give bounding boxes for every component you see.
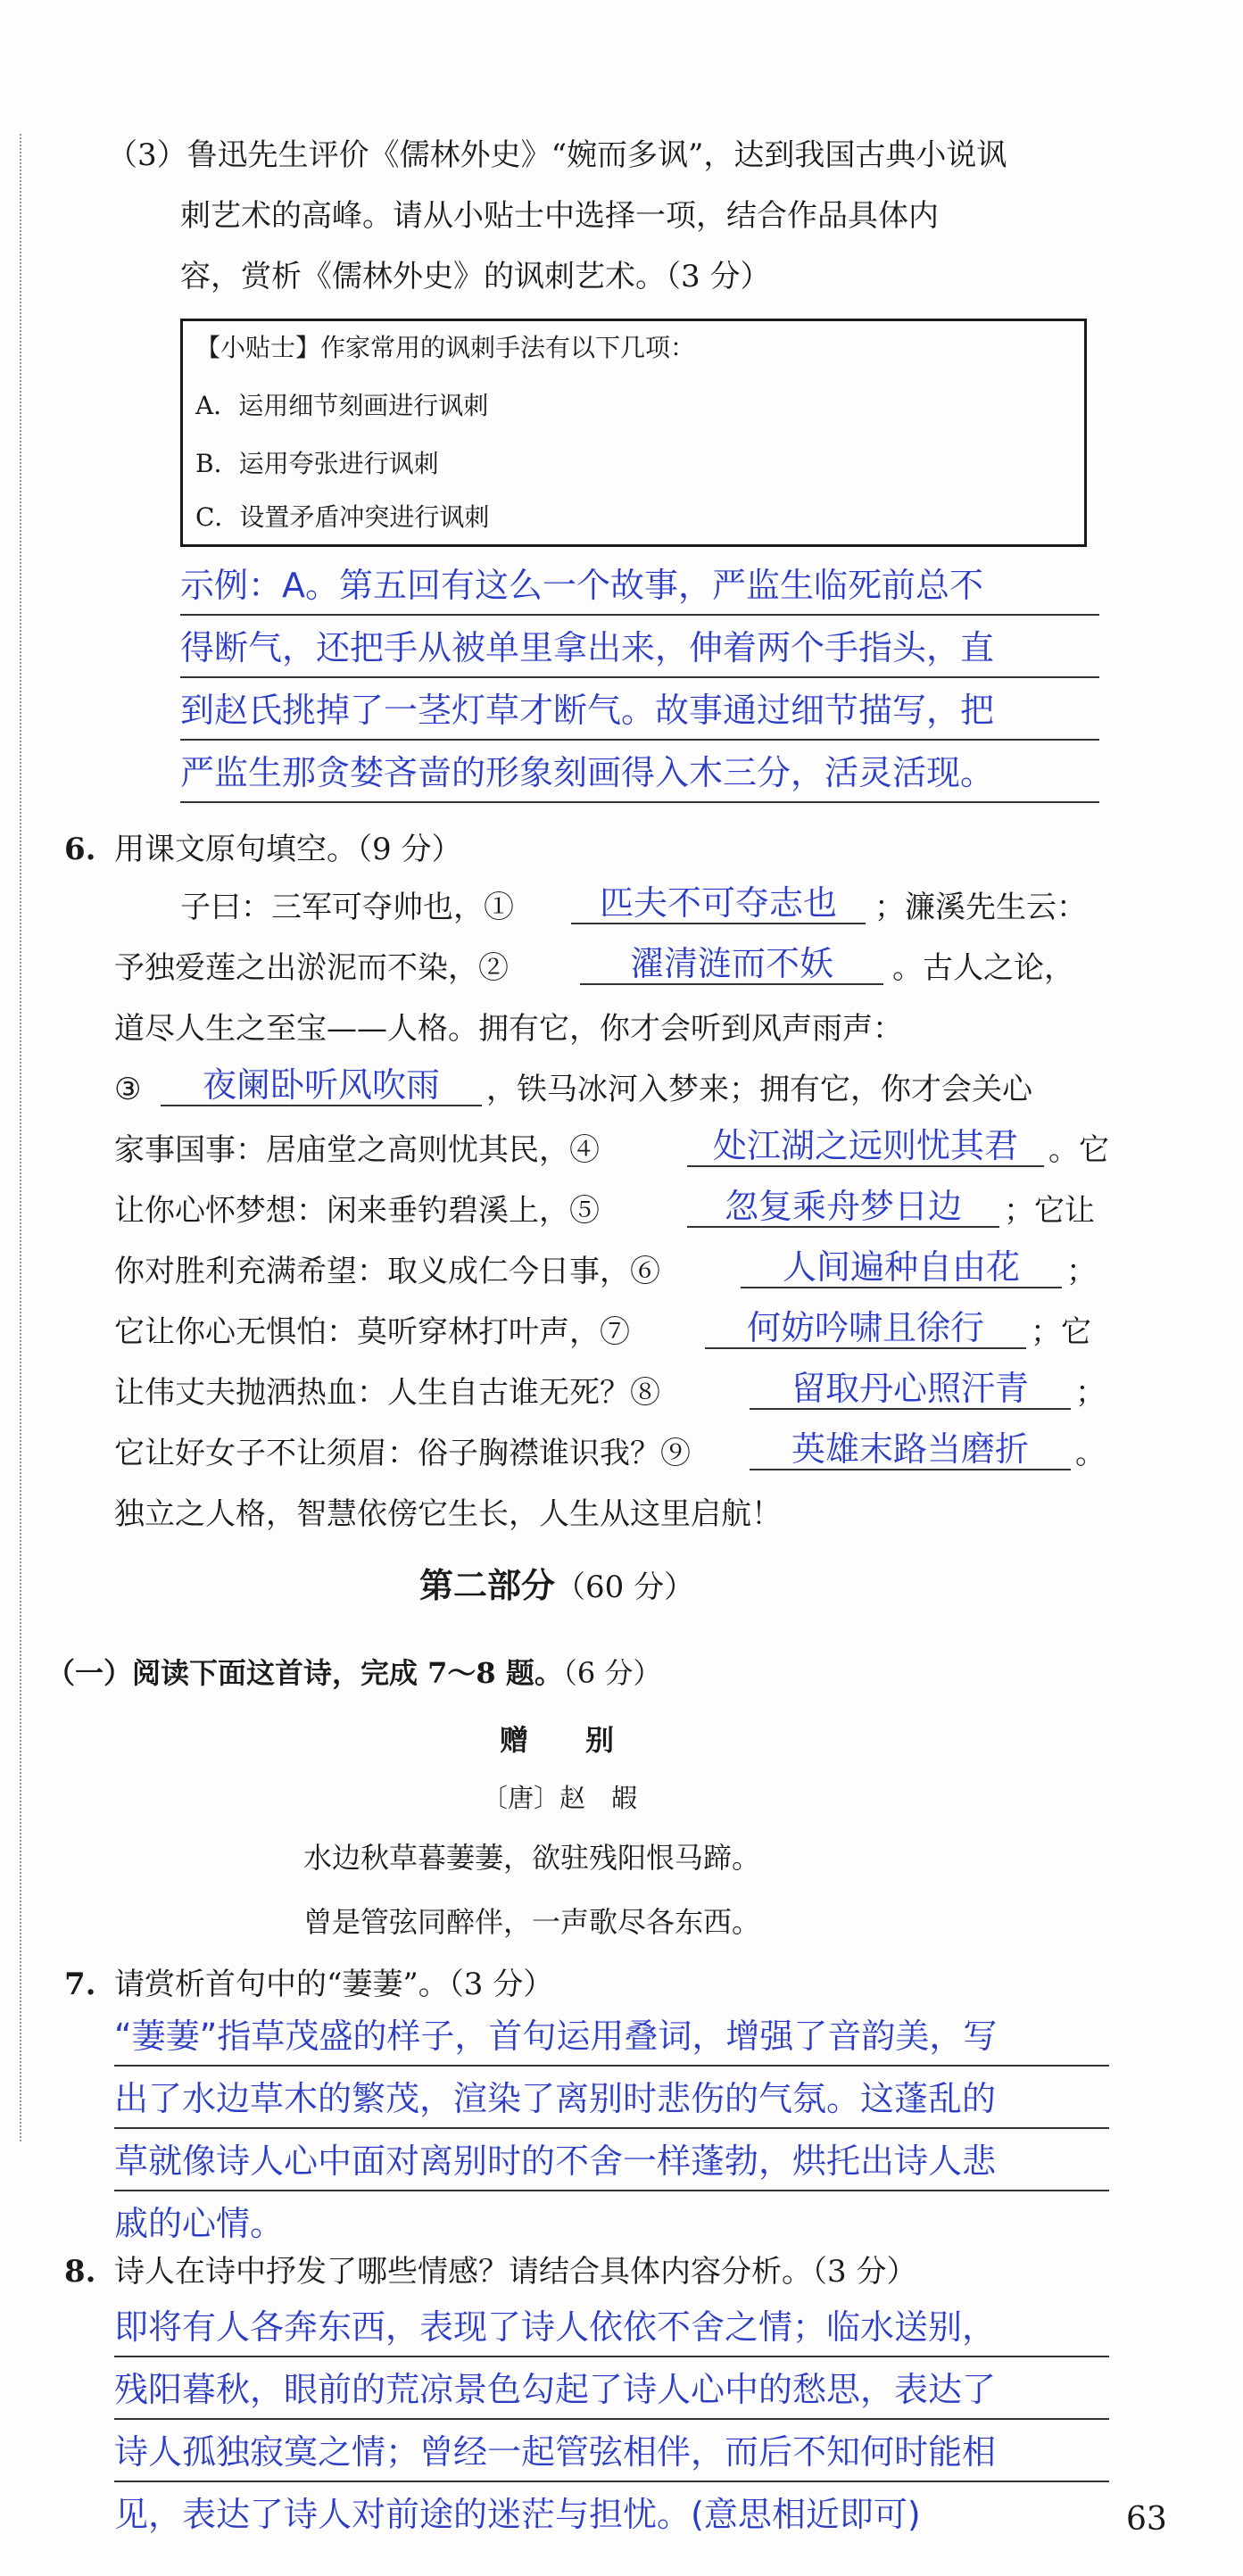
rule [180, 739, 1099, 741]
q5-3-line3: 容，赏析《儒林外史》的讽刺艺术。（3 分） [180, 259, 771, 294]
q5-3-answer-line: 得断气，还把手从被单里拿出来，伸着两个手指头，直 [180, 628, 995, 667]
q6-text: ；濂溪先生云： [874, 890, 1087, 925]
tip-title: 【小贴士】作家常用的讽刺手法有以下几项： [195, 333, 696, 362]
section-score: （6 分） [562, 1656, 662, 1690]
poem-author: 〔唐〕赵 嘏 [482, 1783, 638, 1813]
rule [114, 2190, 1109, 2191]
answer-2: 濯清涟而不妖 [629, 944, 833, 983]
section-heading [46, 1652, 661, 1694]
rule [180, 676, 1099, 678]
q6-text: ；它让 [1004, 1193, 1095, 1229]
q6-text: 。古人之论， [892, 950, 1074, 986]
q8-answer-line: 即将有人各奔东西，表现了诗人依依不舍之情；临水送别， [114, 2307, 997, 2347]
q8-stem: 诗人在诗中抒发了哪些情感？请结合具体内容分析。（3 分） [114, 2254, 917, 2290]
tip-box [180, 319, 1087, 547]
q6-text: 让伟丈夫抛洒热血：人生自古谁无死？⑧ [114, 1375, 660, 1411]
q6-text: 。它 [1048, 1132, 1109, 1168]
rule [114, 2418, 1109, 2420]
q6-text: 它让你心无惧怕：莫听穿林打叶声，⑦ [114, 1314, 630, 1350]
q6-text: ；它 [1031, 1314, 1091, 1350]
answer-blank-9[interactable] [750, 1428, 1071, 1470]
q6-text: 你对胜利充满希望：取义成仁今日事，⑥ [114, 1254, 660, 1289]
section-label: （一）阅读下面这首诗，完成 7～8 题。 [46, 1656, 563, 1690]
rule [180, 801, 1099, 803]
answer-6: 人间遍种自由花 [782, 1247, 1020, 1287]
q6-number: 6. [64, 832, 96, 867]
q7-answer-line: “萋萋”指草茂盛的样子，首句运用叠词，增强了音韵美，写 [114, 2017, 998, 2056]
answer-blank-3[interactable] [161, 1064, 482, 1106]
q8-answer-line: 见，表达了诗人对前途的迷茫与担忧。(意思相近即可) [114, 2495, 921, 2534]
q6-text: 予独爱莲之出淤泥而不染，② [114, 950, 509, 986]
answer-blank-1[interactable] [571, 882, 866, 924]
rule [114, 2356, 1109, 2357]
q6-stem: 用课文原句填空。（9 分） [114, 832, 462, 867]
q6-text: 道尽人生之至宝——人格。拥有它，你才会听到风声雨声： [114, 1011, 903, 1047]
rule [180, 614, 1099, 616]
tip-option-a: A．运用细节刻画进行讽刺 [195, 391, 489, 420]
answer-9: 英雄末路当磨折 [791, 1429, 1029, 1469]
q8-answer-line: 残阳暮秋，眼前的荒凉景色勾起了诗人心中的愁思，表达了 [114, 2370, 997, 2409]
q5-3-answer-line: 示例：A。第五回有这么一个故事，严监生临死前总不 [180, 566, 983, 605]
q6-text: ③ [114, 1072, 142, 1107]
q6-text: ，铁马冰河入梦来；拥有它，你才会关心 [486, 1072, 1032, 1107]
rule [114, 2065, 1109, 2067]
q6-text: 子曰：三军可夺帅也，① [180, 890, 514, 925]
q6-text: 它让好女子不让须眉：俗子胸襟谁识我？⑨ [114, 1436, 691, 1471]
poem-title: 赠 别 [500, 1723, 615, 1757]
q5-3-line1: （3）鲁迅先生评价《儒林外史》“婉而多讽”，达到我国古典小说讽 [107, 137, 1007, 173]
q7-number: 7. [64, 1967, 96, 2002]
q5-3-line2: 刺艺术的高峰。请从小贴士中选择一项，结合作品具体内 [180, 198, 939, 234]
poem-line-2: 曾是管弦同醉伴，一声歌尽各东西。 [303, 1905, 761, 1939]
answer-blank-2[interactable] [580, 942, 883, 985]
answer-4: 处江湖之远则忧其君 [712, 1126, 1018, 1165]
q6-text: 家事国事：居庙堂之高则忧其民，④ [114, 1132, 600, 1168]
answer-1: 匹夫不可夺志也 [599, 883, 837, 923]
answer-blank-7[interactable] [705, 1306, 1026, 1349]
q7-answer-line: 出了水边草木的繁茂，渲染了离别时悲伤的气氛。这蓬乱的 [114, 2079, 997, 2118]
page-number: 63 [1126, 2501, 1167, 2538]
rule [114, 2481, 1109, 2482]
answer-blank-5[interactable] [687, 1185, 999, 1228]
q6-text: ； [1066, 1254, 1097, 1289]
q6-text: 。 [1075, 1436, 1106, 1471]
poem-line-1: 水边秋草暮萋萋，欲驻残阳恨马蹄。 [303, 1841, 761, 1875]
tip-option-c: C．设置矛盾冲突进行讽刺 [195, 502, 490, 532]
answer-5: 忽复乘舟梦日边 [724, 1187, 962, 1226]
part-heading [419, 1563, 694, 1610]
answer-blank-4[interactable] [687, 1124, 1044, 1167]
q6-text: ； [1075, 1375, 1106, 1411]
q7-answer-line: 草就像诗人心中面对离别时的不舍一样蓬勃，烘托出诗人悲 [114, 2141, 997, 2181]
q6-text: 让你心怀梦想：闲来垂钓碧溪上，⑤ [114, 1193, 600, 1229]
rule [114, 2127, 1109, 2129]
part-title: 第二部分 [419, 1565, 556, 1605]
q6-text: 独立之人格，智慧依傍它生长，人生从这里启航！ [114, 1496, 782, 1532]
q8-answer-line: 诗人孤独寂寞之情；曾经一起管弦相伴，而后不知何时能相 [114, 2432, 997, 2472]
answer-blank-8[interactable] [750, 1367, 1071, 1410]
q7-stem: 请赏析首句中的“萋萋”。（3 分） [114, 1967, 554, 2002]
q7-answer-line: 戚的心情。 [114, 2204, 285, 2243]
q5-3-answer-line: 到赵氏挑掉了一茎灯草才断气。故事通过细节描写，把 [180, 691, 995, 730]
answer-7: 何妨吟啸且徐行 [746, 1308, 984, 1347]
answer-blank-6[interactable] [741, 1246, 1062, 1288]
tip-option-b: B．运用夸张进行讽刺 [195, 449, 439, 478]
q8-number: 8. [64, 2254, 96, 2290]
margin-guide [20, 134, 21, 2141]
answer-3: 夜阑卧听风吹雨 [202, 1065, 440, 1105]
part-score: （60 分） [555, 1570, 695, 1605]
q5-3-answer-line: 严监生那贪婪吝啬的形象刻画得入木三分，活灵活现。 [180, 753, 995, 792]
answer-8: 留取丹心照汗青 [791, 1369, 1029, 1408]
